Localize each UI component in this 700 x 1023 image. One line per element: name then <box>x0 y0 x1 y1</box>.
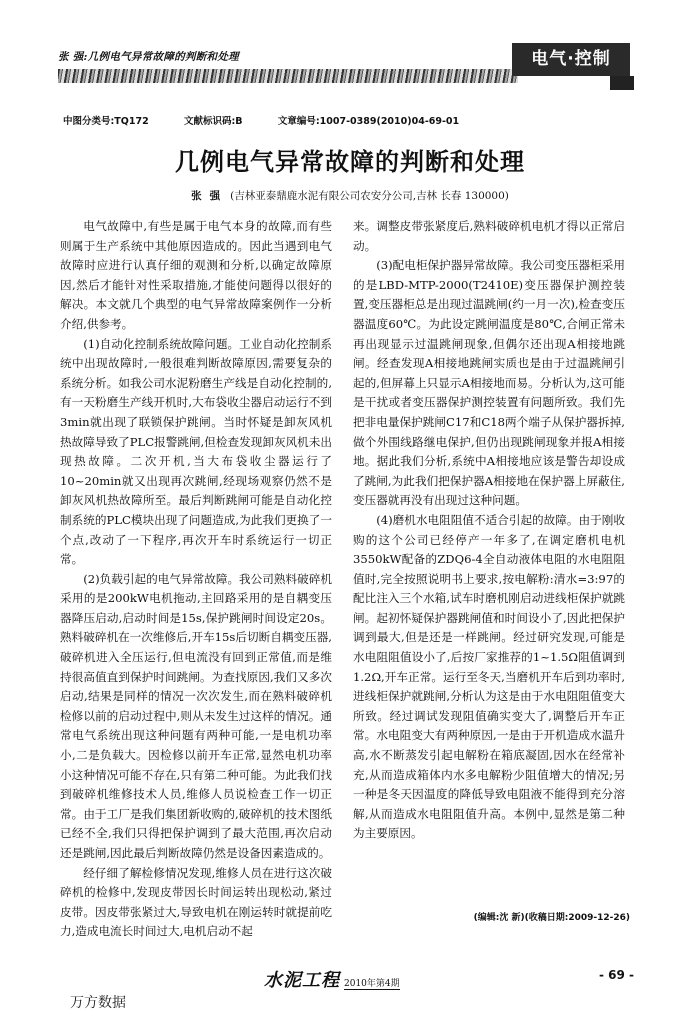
paragraph: (2)负载引起的电气异常故障。我公司熟料破碎机采用的是200kW电机拖动,主回路采用的是自耦变压器降压启动,启动时间是15s,保护跳闸时间设定20s。熟料破碎机在一次维修后,开车15s后切断自耦变压器,破碎机进入全压运行,但电流没有回到正常值,而是维持很高值直到保护时间跳闸。为查找原因,我们又多次启动,结果是同样的情况一次次发生,而在熟料破碎机检修以前的启动过程中,则从未发生过这样的情况。通常电气系统出现这种问题有两种可能,一是电机功率小,二是负载大。因检修以前开车正常,显然电机功率小这种情况可能不存在,只有第二种可能。为此我们找到破碎机维修技术人员,维修人员说检查工作一切正常。由于工厂是我们集团新收购的,破碎机的技术图纸已经不全,我们只得把保护调到了最大范围,再次启动还是跳闸,因此最后判断故障仍然是设备因素造成的。 <box>60 571 332 860</box>
document-code: 文献标识码:B <box>184 116 243 127</box>
paragraph-continued: 来。调整皮带张紧度后,熟料破碎机电机才得以正常启动。 <box>353 219 625 253</box>
author-affiliation: (吉林亚泰鼎鹿水泥有限公司农安分公司,吉林 长春 130000) <box>230 190 509 202</box>
journal-name: 水泥工程 <box>264 970 340 991</box>
watermark: 万方数据 <box>70 995 126 1011</box>
left-column <box>60 217 332 942</box>
page-number: - 69 - <box>598 968 634 982</box>
author-line <box>0 188 700 203</box>
author-name: 张强 <box>191 190 229 202</box>
paragraph: (4)磨机水电阻阻值不适合引起的故障。由于刚收购的这个公司已经停产一年多了,在调定磨机电机3550kW配备的ZDQ6-4全自动液体电阻的水电阻阻值时,完全按照说明书上要求,按电解粉:清水=3:97的配比注入三个水箱,试车时磨机刚启动进线柜保护就跳闸。起初怀疑保护器跳闸值和时间设小了,因此把保护调到最大,但是还是一样跳闸。经过研究发现,可能是水电阻阻值设小了,后按厂家推荐的1~1.5Ω阻值调到1.2Ω,开车正常。运行至冬天,当磨机开车后到功率时,进线柜保护就跳闸,分析认为这是由于水电阻阻值变大所致。经过调试发现阻值确实变大了,调整后开车正常。水电阻变大有两种原因,一是由于开机造成水温升高,水不断蒸发引起电解粉在箱底凝固,因水在经常补充,从而造成箱体内水多电解粉少阻值增大的情况;另一种是冬天因温度的降低导致电阻液不能得到充分溶解,从而造成水电阻阻值升高。本例中,显然是第二种为主要原因。 <box>353 512 625 841</box>
paragraph: 电气故障中,有些是属于电气本身的故障,而有些则属于生产系统中其他原因造成的。因此当遇到电气故障时应进行认真仔细的观测和分析,以确定故障原因,然后才能针对性采取措施,才能使问题得以很好的解决。本文就几个典型的电气异常故障案例作一分析介绍,供参考。 <box>60 219 332 331</box>
journal-issue: 2010年第4期 <box>344 979 400 989</box>
right-column <box>353 217 625 844</box>
journal-footer <box>264 966 494 992</box>
article-meta <box>63 113 643 127</box>
paragraph: (3)配电柜保护器异常故障。我公司变压器柜采用的是LBD-MTP-2000(T2410E)变压器保护测控装置,变压器柜总是出现过温跳闸(约一月一次),检查变压器温度60℃。为此设定跳闸温度是80℃,合闸正常未再出现显示过温跳闸现象,但偶尔还出现A相接地跳闸。经查发现A相接地跳闸实质也是由于过温跳闸引起的,但屏幕上只显示A相接地而易。分析认为,这可能是干扰或者变压器保护测控装置有问题所致。我们先把非电量保护跳闸C17和C18两个端子从保护器拆掉,做个外围线路继电保护,但仍出现跳闸现象并报A相接地。据此我们分析,系统中A相接地应该是警告却设成了跳闸,为此我们把保护器A相接地在保护器上屏蔽住,变压器就再没有出现过这种问题。 <box>353 258 625 508</box>
paragraph: (1)自动化控制系统故障问题。工业自动化控制系统中出现故障时,一般很难判断故障原因,需要复杂的系统分析。如我公司水泥粉磨生产线是自动化控制的,有一天粉磨生产线开机时,大布袋收尘器启动运行不到3min就出现了联锁保护跳闸。当时怀疑是卸灰风机热故障导致了PLC报警跳闸,但检查发现卸灰风机未出现热故障。二次开机,当大布袋收尘器运行了10~20min就又出现再次跳闸,经现场观察仍然不是卸灰风机热故障所至。最后判断跳闸可能是自动化控制系统的PLC模块出现了问题造成,为此我们更换了一个点,改动了一下程序,再次开车时系统运行一切正常。 <box>60 336 332 567</box>
classification-number: 中图分类号:TQ172 <box>63 116 149 127</box>
header-decorative-stripe <box>58 69 518 83</box>
article-title: 几例电气异常故障的判断和处理 <box>175 148 525 176</box>
editor-note: (编辑:沈 新)(收稿日期:2009-12-26) <box>473 913 630 923</box>
running-head: 张 强:几例电气异常故障的判断和处理 <box>58 51 239 63</box>
section-label: 电气·控制 <box>512 43 630 76</box>
paragraph: 经仔细了解检修情况发现,维修人员在进行这次破碎机的检修中,发现皮带因长时间运转出现松动,紧过皮带。因皮带张紧过大,导致电机在刚运转时就提前吃力,造成电流长时间过大,电机启动不起 <box>60 865 332 939</box>
article-number: 文章编号:1007-0389(2010)04-69-01 <box>277 116 460 127</box>
header-corner-block <box>610 76 634 90</box>
